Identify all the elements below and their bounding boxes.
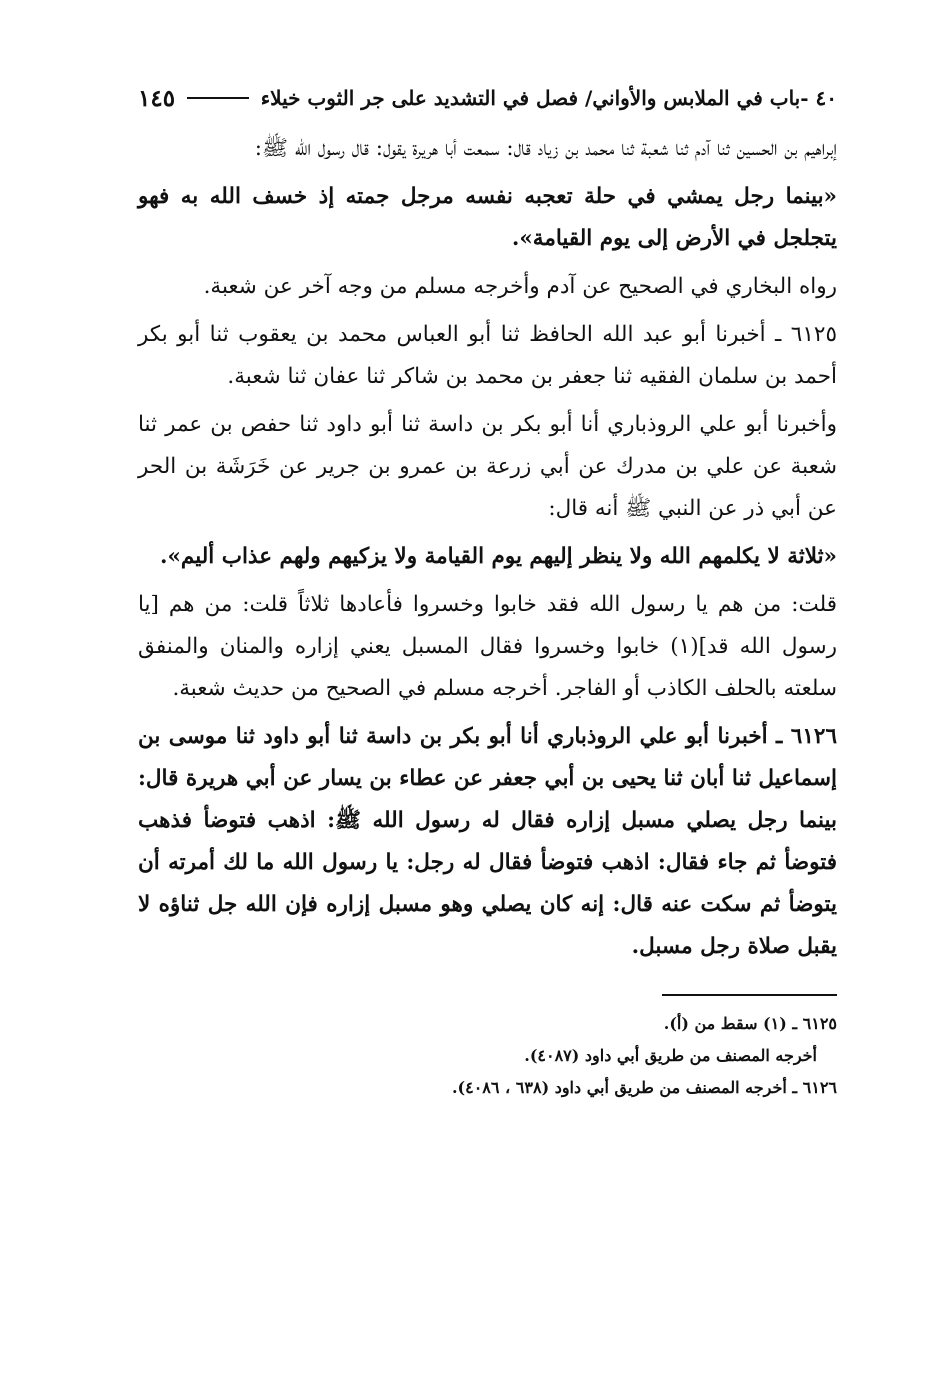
- chapter-title: ٤٠ -باب في الملابس والأواني/ فصل في التشديد على جر الثوب خيلاء: [260, 86, 837, 110]
- footnotes: [138, 1008, 837, 1104]
- footnote: ٦١٢٦ ـ أخرجه المصنف من طريق أبي داود (٦٣٨ ، ٤٠٨٦).: [451, 1078, 837, 1097]
- footnote-rule: [662, 994, 837, 996]
- paragraph: «بينما رجل يمشي في حلة تعجبه نفسه مرجل جمته إذ خسف الله به فهو يتجلجل في الأرض إلى يوم القيامة».: [138, 184, 837, 251]
- footnote: أخرجه المصنف من طريق أبي داود (٤٠٨٧).: [524, 1046, 817, 1065]
- paragraph: «ثلاثة لا يكلمهم الله ولا ينظر إليهم يوم القيامة ولا يزكيهم ولهم عذاب أليم».: [159, 544, 837, 569]
- paragraph: قلت: من هم يا رسول الله فقد خابوا وخسروا فأعادها ثلاثاً قلت: من هم [يا رسول الله قد](١) خابوا وخسروا فقال المسبل يعني إزاره والمنان والمنفق سلعته بالحلف الكاذب أو الفاجر. أخرجه مسلم في الصحيح من حديث شعبة.: [138, 592, 837, 701]
- header-rule: [187, 97, 249, 99]
- running-header: [138, 78, 837, 118]
- main-text: [138, 128, 837, 968]
- paragraph: ٦١٢٦ ـ أخبرنا أبو علي الروذباري أنا أبو بكر بن داسة ثنا أبو داود ثنا موسى بن إسماعيل ثنا أبان ثنا يحيى بن أبي جعفر عن عطاء بن يسار عن أبي هريرة قال: بينما رجل يصلي مسبل إزاره فقال له رسول الله ﷺ: اذهب فتوضأ فذهب فتوضأ ثم جاء فقال: اذهب فتوضأ فقال له رجل: يا رسول الله ما لك أمرته أن يتوضأ ثم سكت عنه قال: إنه كان يصلي وهو مسبل إزاره فإن الله جل ثناؤه لا يقبل صلاة رجل مسبل.: [138, 724, 837, 959]
- paragraph: إبراهيم بن الحسين ثنا آدم ثنا شعبة ثنا محمد بن زياد قال: سمعت أبا هريرة يقول: قال رسول الله ﷺ:: [254, 136, 837, 161]
- page-number: ١٤٥: [138, 84, 176, 112]
- paragraph: وأخبرنا أبو علي الروذباري أنا أبو بكر بن داسة ثنا أبو داود ثنا حفص بن عمر ثنا شعبة عن علي بن مدرك عن أبي زرعة بن عمرو بن جرير عن خَرَشَة بن الحر عن أبي ذر عن النبي ﷺ أنه قال:: [138, 412, 837, 521]
- footnote: ٦١٢٥ ـ (١) سقط من (أ).: [663, 1014, 837, 1033]
- paragraph: ٦١٢٥ ـ أخبرنا أبو عبد الله الحافظ ثنا أبو العباس محمد بن يعقوب ثنا أبو بكر أحمد بن سلمان الفقيه ثنا جعفر بن محمد بن شاكر ثنا عفان ثنا شعبة.: [138, 322, 837, 389]
- paragraph: رواه البخاري في الصحيح عن آدم وأخرجه مسلم من وجه آخر عن شعبة.: [203, 274, 837, 299]
